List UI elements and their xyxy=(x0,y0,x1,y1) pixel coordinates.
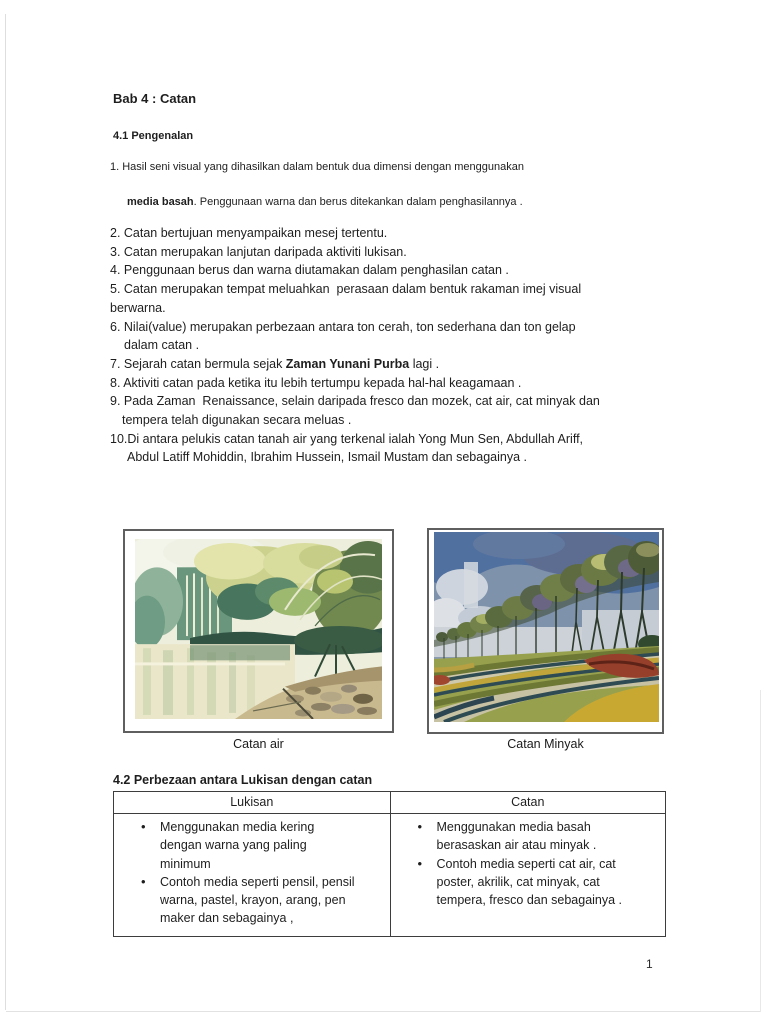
oil-painting-image xyxy=(434,532,659,722)
catan-bullet-1 xyxy=(391,818,662,855)
scan-edge-bottom xyxy=(6,1011,760,1012)
list-line-7 xyxy=(110,355,672,374)
catan-bullet-1-line-1: Menggunakan media basah xyxy=(436,820,591,834)
table-cell-lukisan xyxy=(114,814,390,936)
page-number: 1 xyxy=(646,957,653,971)
list-line-3: 3. Catan merupakan lanjutan daripada aktiviti lukisan. xyxy=(110,244,407,259)
bullet-icon xyxy=(418,818,437,855)
list-line-5b: berwarna. xyxy=(110,300,166,315)
section-4-2-heading: 4.2 Perbezaan antara Lukisan dengan catan xyxy=(113,773,373,787)
catan-bullet-1-line-2: berasaskan air atau minyak . xyxy=(436,838,597,853)
intro-item-1-line-2 xyxy=(127,196,523,208)
caption-catan-minyak: Catan Minyak xyxy=(507,737,584,751)
catan-bullet-2-line-1: Contoh media seperti cat air, cat xyxy=(436,856,616,871)
chapter-title: Bab 4 : Catan xyxy=(113,91,197,106)
list-line-10b: Abdul Latiff Mohiddin, Ibrahim Hussein, Ismail Mustam dan sebagainya . xyxy=(127,450,527,465)
scan-edge-left xyxy=(5,14,6,1010)
bullet-icon xyxy=(141,873,160,928)
caption-catan-air: Catan air xyxy=(233,737,284,751)
lukisan-bullet-2-line-1: Contoh media seperti pensil, pensil xyxy=(160,874,355,889)
lukisan-bullet-1-line-1: Menggunakan media kering xyxy=(160,820,315,834)
intro-item-1-line-1: 1. Hasil seni visual yang dihasilkan dalam bentuk dua dimensi dengan menggunakan xyxy=(110,161,524,173)
catan-bullet-2-line-3: tempera, fresco dan sebagainya . xyxy=(436,893,623,908)
list-line-7-pre: 7. Sejarah catan bermula sejak xyxy=(110,356,286,371)
section-4-1-heading: 4.1 Pengenalan xyxy=(113,130,194,142)
lukisan-bullet-1-line-3: minimum xyxy=(160,856,211,871)
lukisan-bullet-2-line-3: maker dan sebagainya , xyxy=(160,911,294,926)
list-line-4: 4. Penggunaan berus dan warna diutamakan dalam penghasilan catan . xyxy=(110,263,509,278)
bullet-icon xyxy=(141,818,160,873)
list-line-9a: 9. Pada Zaman Renaissance, selain daripada fresco dan mozek, cat air, cat minyak dan xyxy=(110,394,600,409)
list-line-7-post: lagi . xyxy=(409,356,440,371)
numbered-list xyxy=(110,224,672,467)
comparison-table xyxy=(113,791,666,937)
lukisan-bullet-1 xyxy=(114,818,386,873)
watercolor-painting-image xyxy=(135,539,382,719)
lukisan-bullet-1-line-2: dengan warna yang paling xyxy=(160,838,307,853)
bold-zaman-yunani-purba: Zaman Yunani Purba xyxy=(285,356,410,371)
catan-bullet-2 xyxy=(391,855,662,910)
table-header-row xyxy=(114,792,665,814)
intro-item-1-line-2-rest: . Penggunaan warna dan berus ditekankan dalam penghasilannya . xyxy=(193,196,523,208)
list-line-6a: 6. Nilai(value) merupakan perbezaan antara ton cerah, ton sederhana dan ton gelap xyxy=(110,319,576,334)
table-cell-catan xyxy=(390,814,666,936)
catan-bullet-2-line-2: poster, akrilik, cat minyak, cat xyxy=(436,874,600,889)
scan-edge-right xyxy=(760,690,761,1012)
figure-watercolor-painting xyxy=(123,529,394,733)
lukisan-bullet-2 xyxy=(114,873,386,928)
lukisan-bullet-2-line-2: warna, pastel, krayon, arang, pen xyxy=(160,893,346,908)
list-line-6b: dalam catan . xyxy=(124,338,200,353)
list-line-10a: 10.Di antara pelukis catan tanah air yang terkenal ialah Yong Mun Sen, Abdullah Ariff, xyxy=(110,431,584,446)
table-body-row xyxy=(114,814,665,936)
bullet-icon xyxy=(418,855,437,910)
list-line-9b: tempera telah digunakan secara meluas . xyxy=(122,413,352,428)
table-header-lukisan: Lukisan xyxy=(230,795,274,809)
list-line-8: 8. Aktiviti catan pada ketika itu lebih tertumpu kepada hal-hal keagamaan . xyxy=(110,375,522,390)
table-header-catan: Catan xyxy=(390,792,666,813)
figure-oil-painting xyxy=(427,528,664,734)
list-line-2: 2. Catan bertujuan menyampaikan mesej tertentu. xyxy=(110,226,388,240)
list-line-5a: 5. Catan merupakan tempat meluahkan perasaan dalam bentuk rakaman imej visual xyxy=(110,282,582,297)
bold-media-basah: media basah xyxy=(127,196,194,208)
